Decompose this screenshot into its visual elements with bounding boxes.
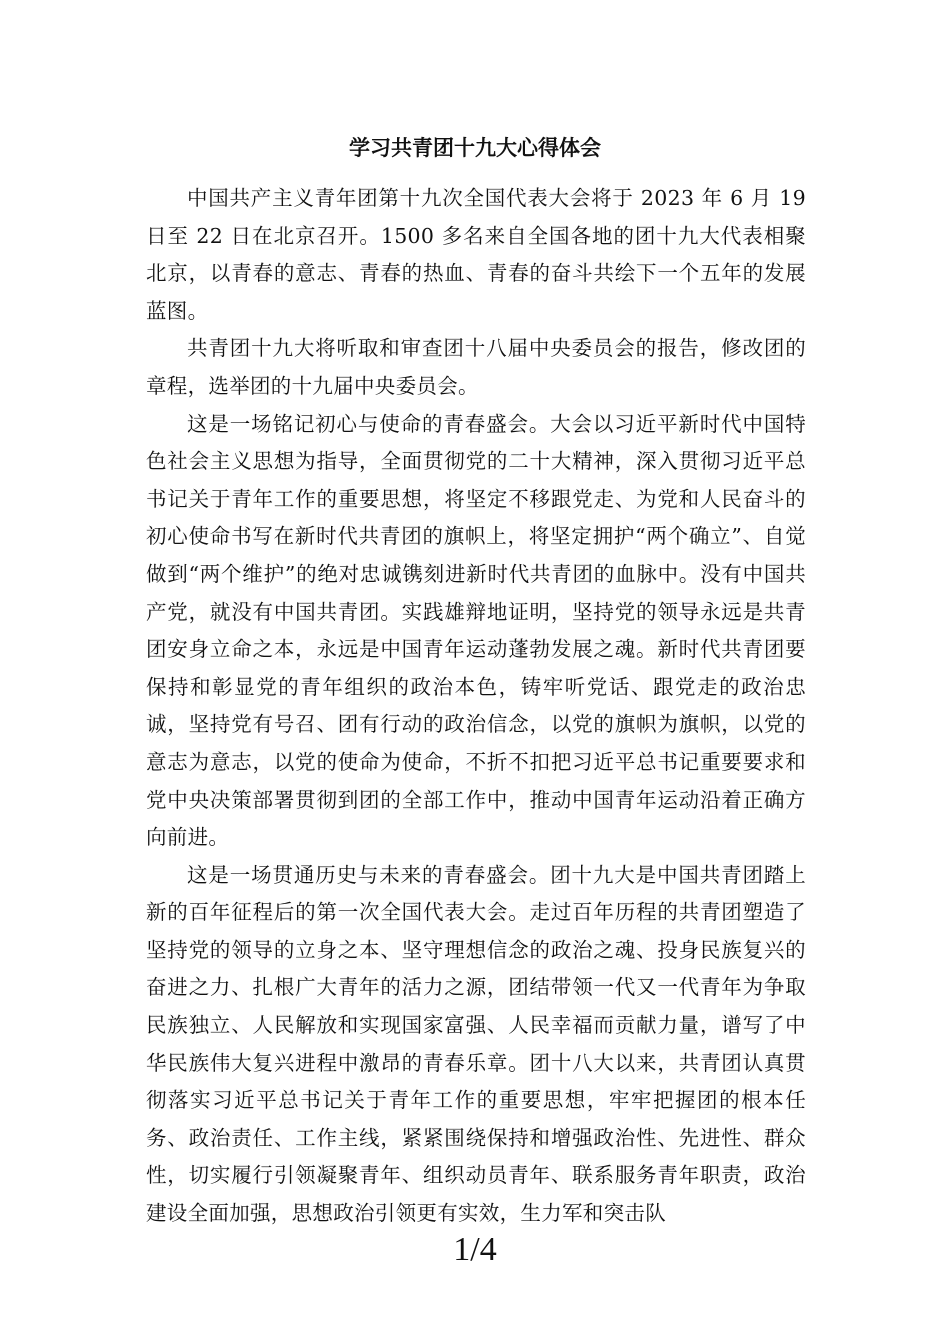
paragraph-4: 这是一场贯通历史与未来的青春盛会。团十九大是中国共青团踏上新的百年征程后的第一次全国代表大会。走过百年历程的共青团塑造了坚持党的领导的立身之本、坚守理想信念的政治之魂、投身民族复兴的奋进之力、扎根广大青年的活力之源，团结带领一代又一代青年为争取民族独立、人民解放和实现国家富强、人民幸福而贡献力量，谱写了中华民族伟大复兴进程中激昂的青春乐章。团十八大以来，共青团认真贯彻落实习近平总书记关于青年工作的重要思想，牢牢把握团的根本任务、政治责任、工作主线，紧紧围绕保持和增强政治性、先进性、群众性，切实履行引领凝聚青年、组织动员青年、联系服务青年职责，政治建设全面加强，思想政治引领更有实效，生力军和突击队 <box>146 862 806 1226</box>
document-body <box>146 180 806 1233</box>
paragraph-1: 中国共产主义青年团第十九次全国代表大会将于 2023 年 6 月 19 日至 22 日在北京召开。1500 多名来自全国各地的团十九大代表相聚北京，以青春的意志、青春的热血、青春的奋斗共绘下一个五年的发展蓝图。 <box>146 186 806 323</box>
document-title: 学习共青团十九大心得体会 <box>349 136 601 160</box>
paragraph-2: 共青团十九大将听取和审查团十八届中央委员会的报告，修改团的章程，选举团的十九届中央委员会。 <box>146 336 806 398</box>
page-number: 1/4 <box>453 1231 497 1268</box>
paragraph-3: 这是一场铭记初心与使命的青春盛会。大会以习近平新时代中国特色社会主义思想为指导，全面贯彻党的二十大精神，深入贯彻习近平总书记关于青年工作的重要思想，将坚定不移跟党走、为党和人民奋斗的初心使命书写在新时代共青团的旗帜上，将坚定拥护“两个确立”、自觉做到“两个维护”的绝对忠诚镌刻进新时代共青团的血脉中。没有中国共产党，就没有中国共青团。实践雄辩地证明，坚持党的领导永远是共青团安身立命之本，永远是中国青年运动蓬勃发展之魂。新时代共青团要保持和彰显党的青年组织的政治本色，铸牢听党话、跟党走的政治忠诚，坚持党有号召、团有行动的政治信念，以党的旗帜为旗帜，以党的意志为意志，以党的使命为使命，不折不扣把习近平总书记重要要求和党中央决策部署贯彻到团的全部工作中，推动中国青年运动沿着正确方向前进。 <box>146 411 806 850</box>
